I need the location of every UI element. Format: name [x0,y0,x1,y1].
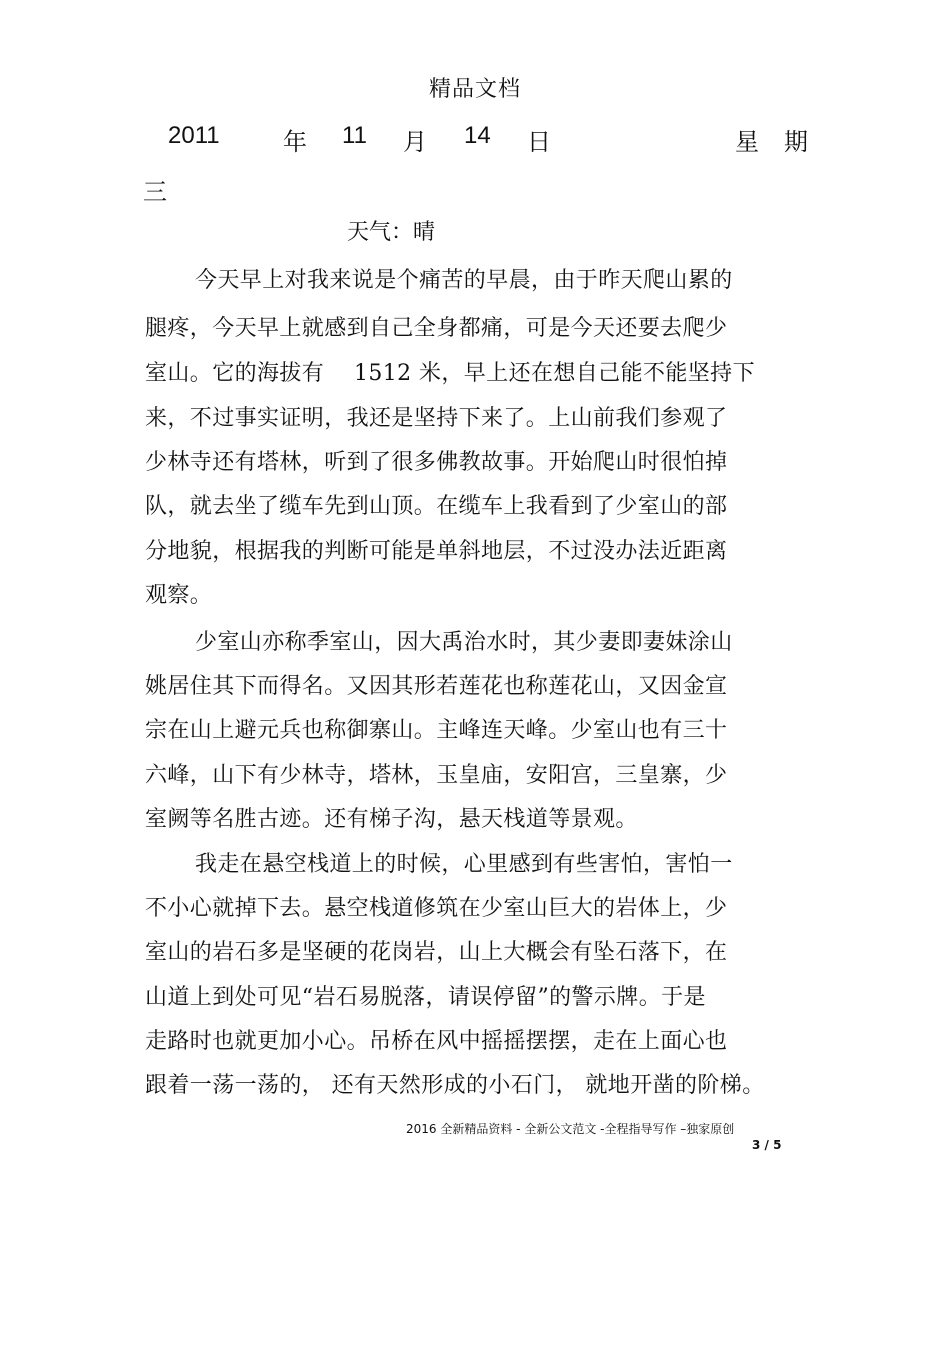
text-line: 室山的岩石多是坚硬的花岗岩，山上大概会有坠石落下，在 [145,940,728,965]
page-header-title: 精品文档 [428,77,521,102]
text-line: 今天早上对我来说是个痛苦的早晨，由于昨天爬山累的 [195,268,733,293]
text-line: 分地貌，根据我的判断可能是单斜地层，不过没办法近距离 [145,539,728,564]
weekday-label-qi: 期 [784,128,808,156]
date-day: 14 [464,122,491,149]
date-year-unit: 年 [283,128,307,156]
page-footer: 2016 全新精品资料 - 全新公文范文 -全程指导写作 –独家原创 [406,1122,735,1136]
text-line: 来，不过事实证明，我还是坚持下来了。上山前我们参观了 [145,406,728,431]
date-day-unit: 日 [527,128,551,156]
date-year: 2011 [168,122,220,149]
text-line: 队，就去坐了缆车先到山顶。在缆车上我看到了少室山的部 [145,494,728,519]
weekday-label-xing: 星 [735,128,759,156]
text-line: 观察。 [145,583,213,608]
text-line: 宗在山上避元兵也称御寨山。主峰连天峰。少室山也有三十 [145,718,728,743]
text-line: 走路时也就更加小心。吊桥在风中摇摇摆摆，走在上面心也 [145,1029,728,1054]
date-month: 11 [342,122,367,149]
page-number: 3 / 5 [752,1138,782,1152]
text-line: 山道上到处可见“岩石易脱落，请误停留”的警示牌。于是 [145,985,706,1010]
text-line: 六峰，山下有少林寺，塔林，玉皇庙，安阳宫，三皇寨，少 [145,763,728,788]
text-line: 室山。它的海拔有 1512 米，早上还在想自己能不能坚持下 [145,361,755,386]
text-line: 少林寺还有塔林，听到了很多佛教故事。开始爬山时很怕掉 [145,450,728,475]
text-line: 腿疼，今天早上就感到自己全身都痛，可是今天还要去爬少 [145,316,728,341]
text-line: 姚居住其下而得名。又因其形若莲花也称莲花山，又因金宣 [145,674,728,699]
date-month-unit: 月 [403,128,427,156]
text-line: 室阙等名胜古迹。还有梯子沟，悬天栈道等景观。 [145,807,638,832]
text-line: 我走在悬空栈道上的时候，心里感到有些害怕，害怕一 [195,852,733,877]
text-line: 跟着一荡一荡的， 还有天然形成的小石门， 就地开凿的阶梯。 [145,1073,765,1098]
weekday-value: 三 [143,178,167,206]
text-line: 少室山亦称季室山，因大禹治水时，其少妻即妻妹涂山 [195,630,733,655]
weather-line: 天气：晴 [347,220,436,245]
text-line: 不小心就掉下去。悬空栈道修筑在少室山巨大的岩体上，少 [145,896,728,921]
